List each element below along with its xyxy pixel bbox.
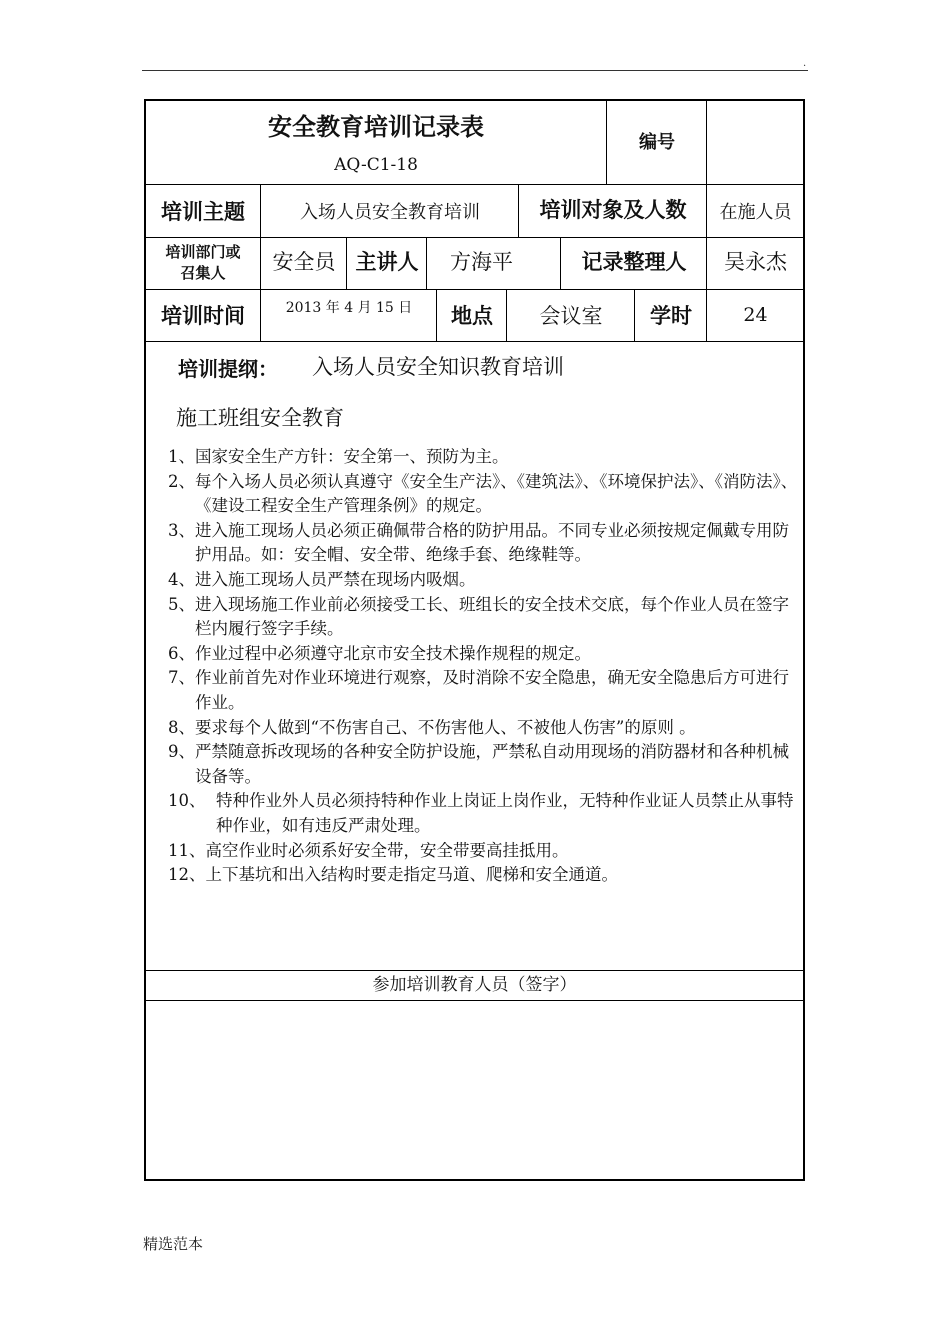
col-divider bbox=[426, 237, 427, 289]
outline-label: 培训提纲： bbox=[178, 357, 278, 381]
hours-label: 学时 bbox=[650, 304, 692, 328]
rule-text: 特种作业外人员必须持特种作业上岗证上岗作业，无特种作业证人员禁止从事特种作业，如有违反严肃处理。 bbox=[216, 791, 794, 835]
place-value[interactable]: 会议室 bbox=[539, 304, 603, 328]
time-label: 培训时间 bbox=[161, 304, 245, 328]
row-divider bbox=[146, 341, 803, 342]
col-divider bbox=[436, 289, 437, 341]
list-item bbox=[168, 863, 800, 888]
rule-text: 严禁随意拆改现场的各种安全防护设施，严禁私自动用现场的消防器材和各种机械设备等。 bbox=[195, 742, 789, 786]
hours-value[interactable]: 24 bbox=[743, 304, 768, 326]
recorder-label: 记录整理人 bbox=[581, 250, 687, 274]
outline-topic: 入场人员安全知识教育培训 bbox=[312, 355, 564, 379]
department-label bbox=[146, 237, 260, 289]
rule-number: 11、 bbox=[168, 840, 206, 860]
rule-number: 6、 bbox=[168, 643, 195, 663]
rule-text: 国家安全生产方针：安全第一、预防为主。 bbox=[195, 447, 509, 466]
training-record-form bbox=[144, 99, 805, 1181]
page-header-rule bbox=[142, 70, 808, 71]
rule-text: 高空作业时必须系好安全带，安全带要高挂抵用。 bbox=[205, 840, 569, 860]
safety-rules-list bbox=[168, 445, 800, 888]
col-divider bbox=[518, 185, 519, 237]
rule-number: 1、 bbox=[168, 447, 195, 466]
rule-number: 5、 bbox=[168, 594, 195, 614]
rule-number: 8、 bbox=[168, 717, 195, 737]
col-divider bbox=[560, 237, 561, 289]
rule-number: 12、 bbox=[168, 865, 206, 885]
topic-label: 培训主题 bbox=[161, 200, 245, 224]
form-code: AQ-C1-18 bbox=[334, 155, 418, 175]
list-item bbox=[168, 642, 800, 667]
rule-number: 2、 bbox=[168, 471, 195, 491]
topic-value[interactable]: 入场人员安全教育培训 bbox=[300, 202, 480, 223]
number-field[interactable] bbox=[708, 101, 803, 181]
list-item bbox=[168, 789, 800, 838]
department-label-line2: 召集人 bbox=[180, 264, 226, 282]
time-value[interactable]: 2013 年 4 月 15 日 bbox=[285, 300, 413, 316]
list-item bbox=[168, 445, 800, 470]
col-divider bbox=[506, 289, 507, 341]
rule-text: 进入现场施工作业前必须接受工长、班组长的安全技术交底，每个作业人员在签字栏内履行签字手续。 bbox=[195, 594, 789, 639]
list-item bbox=[168, 716, 800, 741]
list-item bbox=[168, 839, 800, 864]
rule-text: 要求每个人做到“不伤害自己、不伤害他人、不被他人伤害”的原则 。 bbox=[195, 717, 696, 737]
speaker-value[interactable]: 方海平 bbox=[450, 250, 513, 274]
list-item bbox=[168, 740, 800, 789]
list-item bbox=[168, 593, 800, 642]
recorder-value[interactable]: 吴永杰 bbox=[724, 250, 787, 274]
rule-number: 3、 bbox=[168, 520, 195, 540]
page-footer: 精选范本 bbox=[143, 1235, 204, 1253]
number-label: 编号 bbox=[639, 132, 675, 153]
place-label: 地点 bbox=[451, 304, 493, 328]
speaker-label: 主讲人 bbox=[355, 250, 419, 274]
rule-text: 上下基坑和出入结构时要走指定马道、爬梯和安全通道。 bbox=[205, 865, 618, 885]
rule-number: 4、 bbox=[168, 569, 195, 589]
form-title: 安全教育培训记录表 bbox=[268, 113, 484, 141]
signature-header: 参加培训教育人员（签字） bbox=[372, 975, 577, 995]
header-mark: . bbox=[803, 58, 807, 69]
rule-text: 作业前首先对作业环境进行观察，及时消除不安全隐患，确无安全隐患后方可进行作业。 bbox=[195, 668, 789, 712]
col-divider bbox=[634, 289, 635, 341]
col-divider bbox=[260, 185, 261, 342]
signature-area[interactable] bbox=[146, 1002, 803, 1179]
rule-number: 10、 bbox=[168, 791, 216, 811]
list-item bbox=[168, 470, 800, 519]
rule-number: 7、 bbox=[168, 668, 195, 688]
list-item bbox=[168, 666, 800, 715]
section-title: 施工班组安全教育 bbox=[176, 406, 344, 430]
col-divider bbox=[606, 101, 607, 185]
audience-label: 培训对象及人数 bbox=[539, 198, 687, 222]
col-divider bbox=[346, 237, 347, 289]
rule-text: 每个入场人员必须认真遵守《安全生产法》、《建筑法》、《环境保护法》、《消防法》、《建设工程安全生产管理条例》的规定。 bbox=[195, 471, 798, 516]
list-item bbox=[168, 568, 800, 593]
rule-text: 进入施工现场人员必须正确佩带合格的防护用品。不同专业必须按规定佩戴专用防护用品。如：安全帽、安全带、绝缘手套、绝缘鞋等。 bbox=[195, 520, 789, 565]
rule-text: 进入施工现场人员严禁在现场内吸烟。 bbox=[195, 569, 476, 589]
audience-value[interactable]: 在施人员 bbox=[719, 202, 792, 223]
rule-text: 作业过程中必须遵守北京市安全技术操作规程的规定。 bbox=[195, 643, 591, 663]
col-divider bbox=[706, 101, 707, 342]
department-label-line1: 培训部门或 bbox=[165, 243, 241, 261]
department-value[interactable]: 安全员 bbox=[272, 250, 336, 274]
list-item bbox=[168, 519, 800, 568]
rule-number: 9、 bbox=[168, 742, 195, 762]
